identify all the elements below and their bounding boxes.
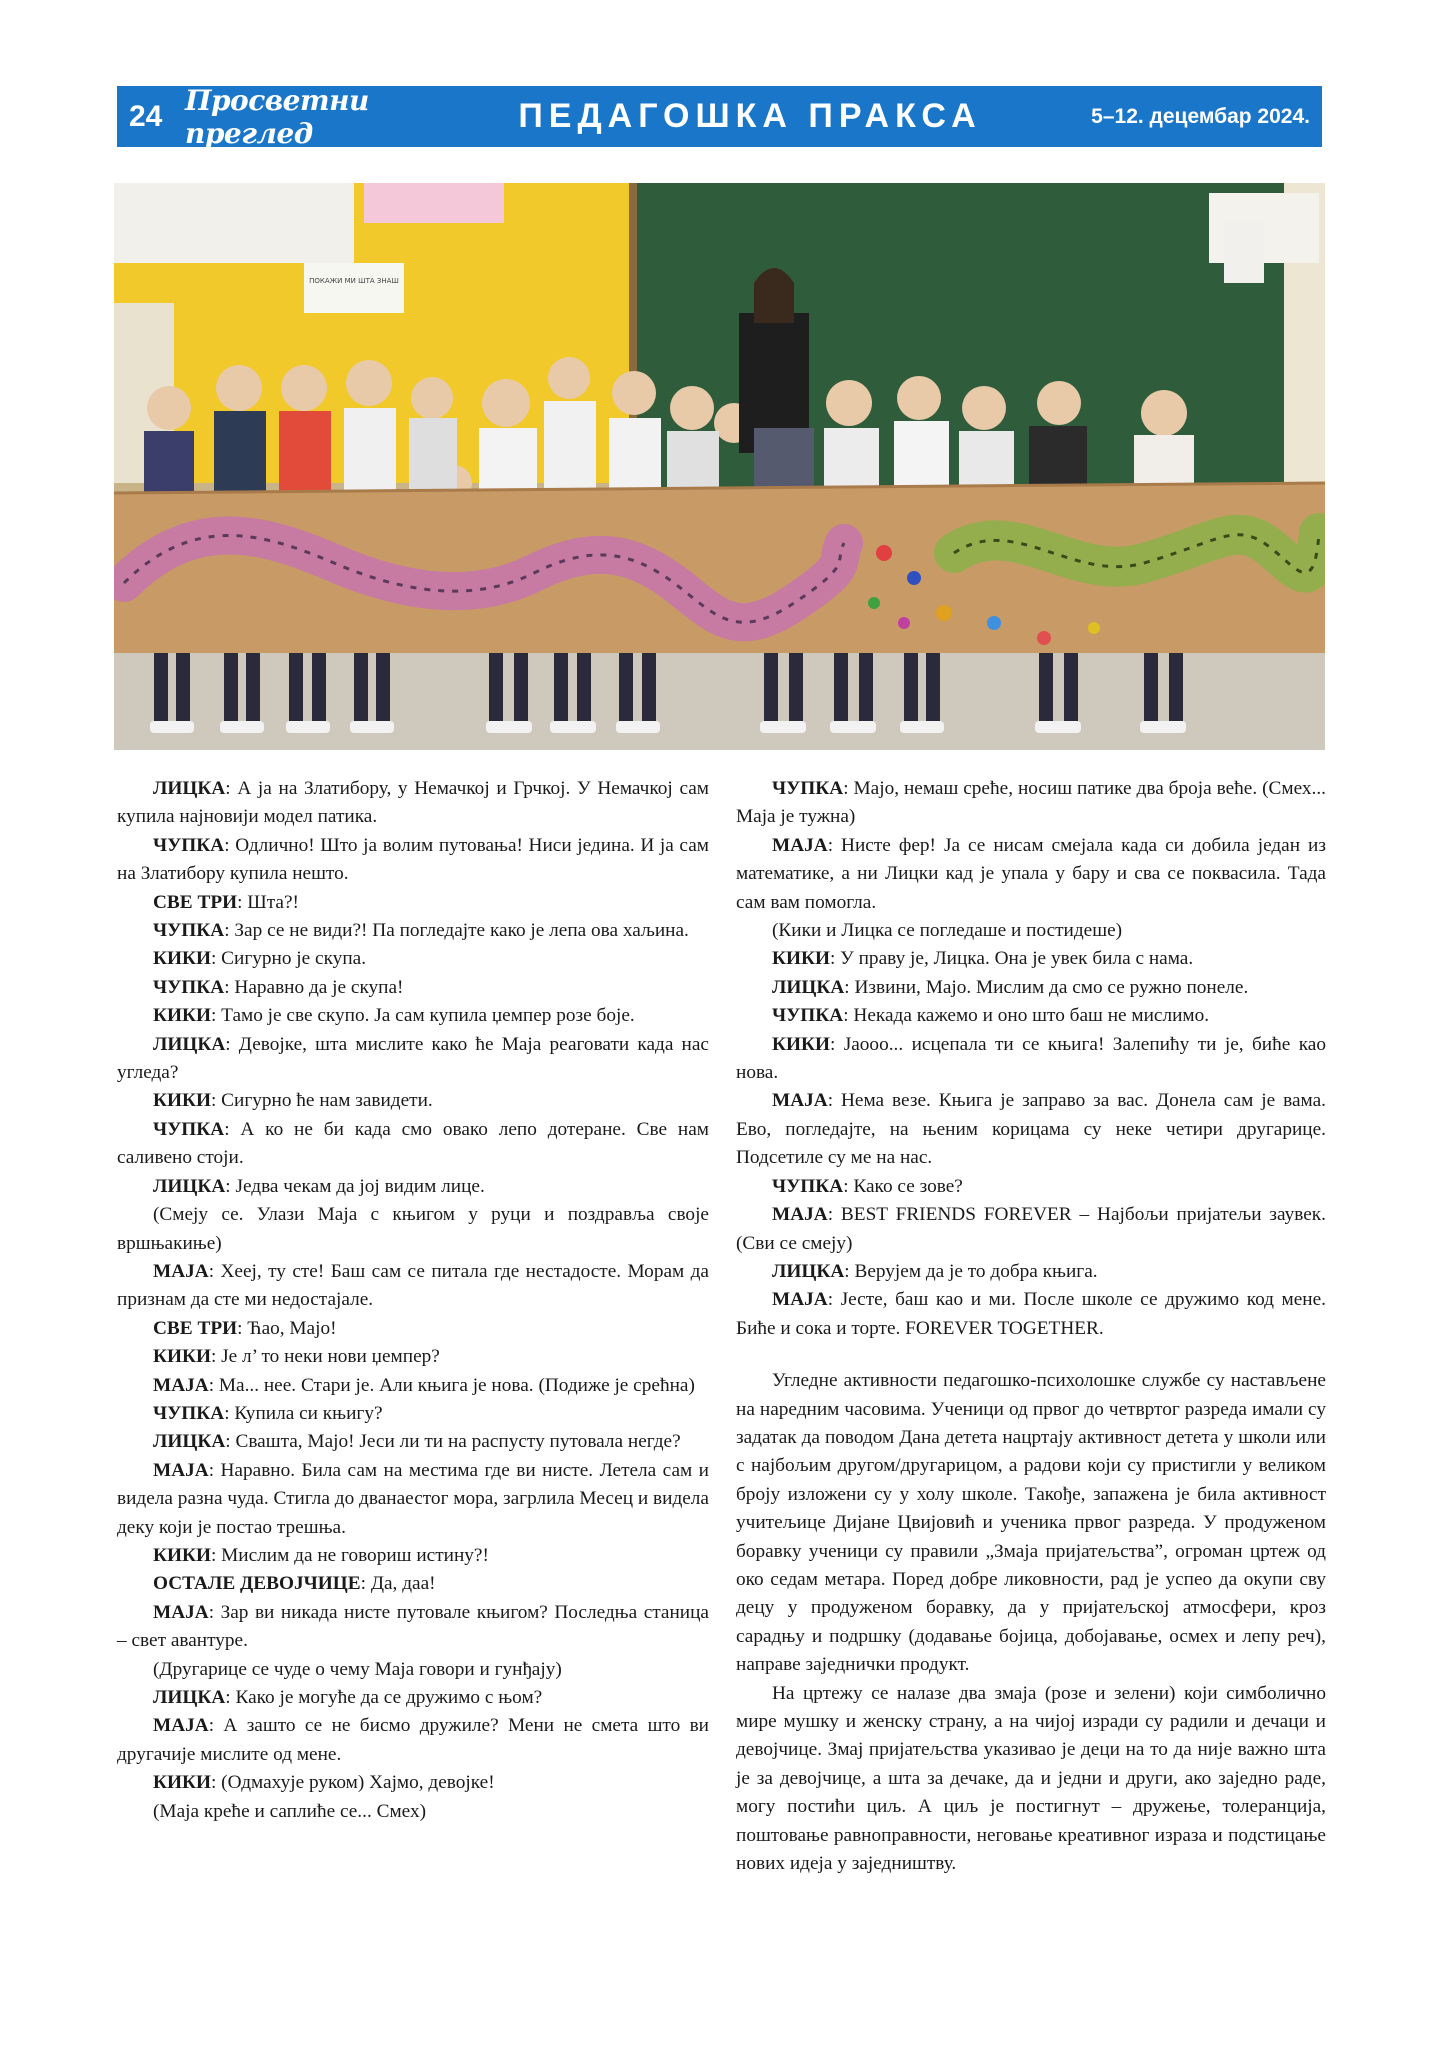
dialogue-line — [117, 1002, 709, 1030]
class-photo-illustration — [114, 183, 1325, 750]
speaker-name: ЛИЦКА — [153, 1687, 226, 1708]
speaker-name: ЛИЦКА — [153, 1033, 226, 1055]
dialogue-line — [736, 775, 1326, 832]
dialogue-line — [117, 1258, 709, 1315]
speaker-name: МАЈА — [772, 834, 828, 856]
dialogue-line — [117, 1599, 709, 1656]
dialogue-line — [736, 832, 1326, 917]
speaker-name: ЧУПКА — [772, 1175, 844, 1197]
speaker-name: КИКИ — [153, 948, 211, 970]
section-title: ПЕДАГОШКА ПРАКСА — [518, 97, 982, 135]
speaker-name: КИКИ — [153, 1005, 211, 1027]
speaker-name: ЧУПКА — [153, 1118, 225, 1140]
line-text: : Јаооо... исцепала ти се књига! Залепићу ти је, биће као нова. — [736, 1033, 1326, 1084]
line-text: : Ма... нее. Стари је. Али књига је нова. (Подиже је срећна) — [208, 1374, 695, 1396]
dialogue-line — [117, 1656, 709, 1684]
article-paragraph: Угледне активности педагошко-психолошке службе су настављене на наредним часовима. Ученици од првог до четвртог разреда имали су задатак да поводом Дана детета нацртају активност детета у школи или с најбољим другом/другарицом, а радови који су пристигли у великом броју изложени су у холу школе. Такође, запажена је била активност учитељице Дијане Цвијовић и ученика првог разреда. У продуженом боравку ученици су правили „Змаја пријатељства”, огроман цртеж од око седам метара. Поред добре ликовности, рад је успео да окупи сву децу у продуженом боравку, да у пријатељској атмосфери, кроз сарадњу и подршку (додавање бојица, добојавање, осмех и лепу реч), направе заједнички продукт. — [736, 1370, 1326, 1676]
dialogue-line — [117, 1798, 709, 1826]
line-text: : Је л’ то неки нови џемпер? — [210, 1346, 440, 1368]
dialogue-line — [736, 1087, 1326, 1172]
speaker-name: КИКИ — [153, 1772, 211, 1794]
line-text: : Како се зове? — [843, 1175, 963, 1197]
line-text: : Купила си књигу? — [224, 1402, 383, 1424]
line-text: : Нема везе. Књига је заправо за вас. Донела сам је вама. Ево, погледајте, на њеним корицама су неке четири другарице. Подсетиле су ме на нас. — [736, 1090, 1326, 1169]
speaker-name: КИКИ — [153, 1544, 211, 1566]
dialogue-line — [117, 1087, 709, 1115]
line-text: : Девојке, шта мислите како ће Маја реаговати када нас угледа? — [117, 1033, 709, 1084]
page-header — [117, 83, 1322, 150]
dialogue-line — [736, 945, 1326, 973]
dialogue-line — [117, 1428, 709, 1456]
dialogue-line — [117, 945, 709, 973]
speaker-name: КИКИ — [153, 1090, 211, 1112]
line-text: : Хееј, ту сте! Баш сам се питала где нестадосте. Морам да признам да сте ми недостајале. — [117, 1260, 709, 1311]
dialogue-line — [117, 1116, 709, 1173]
page-number: 24 — [129, 99, 163, 133]
dialogue-line — [736, 1002, 1326, 1030]
line-text: : Ћао, Мајо! — [237, 1317, 337, 1339]
line-text: : Мислим да не говориш истину?! — [210, 1544, 489, 1566]
line-text: : А ја на Златибору, у Немачкој и Грчкој. У Немачкој сам купила најновији модел патика. — [117, 778, 709, 828]
dialogue-line — [117, 1542, 709, 1570]
speaker-name: КИКИ — [153, 1346, 211, 1368]
speaker-name: ЧУПКА — [153, 1402, 225, 1424]
line-text: : Некада кажемо и оно што баш не мислимо. — [843, 1005, 1210, 1027]
speaker-name: МАЈА — [153, 1374, 209, 1396]
line-text: (Смеју се. Улази Маја с књигом у руци и поздравља своје вршњакиње) — [117, 1204, 709, 1254]
line-text: : Једва чекам да јој видим лице. — [225, 1175, 485, 1197]
speaker-name: ЛИЦКА — [772, 976, 845, 998]
line-text: : А ко не би када смо овако лепо дотеране. Све нам саливено стоји. — [117, 1118, 709, 1169]
dialogue-line — [117, 1315, 709, 1343]
line-text: : (Одмахује руком) Хајмо, девојке! — [210, 1772, 495, 1794]
speaker-name: КИКИ — [772, 948, 830, 970]
line-text: : Свашта, Мајо! Јеси ли ти на распусту путовала негде? — [225, 1431, 681, 1453]
speaker-name: МАЈА — [153, 1715, 209, 1737]
line-text: (Другарице се чуде о чему Маја говори и гунђају) — [153, 1658, 562, 1680]
issue-date: 5–12. децембар 2024. — [1091, 104, 1310, 128]
speaker-name: ЧУПКА — [772, 1005, 844, 1027]
class-photo — [114, 183, 1325, 750]
dialogue-line — [117, 1400, 709, 1428]
dialogue-line — [117, 832, 709, 889]
dialogue-line — [736, 917, 1326, 945]
masthead-logo: Просветни преглед — [185, 83, 369, 150]
dialogue-line — [117, 889, 709, 917]
speaker-name: ЛИЦКА — [772, 1260, 845, 1282]
line-text: : Зар ви никада нисте путовале књигом? Последња станица – свет авантуре. — [117, 1601, 709, 1652]
line-text: : Како је могуће да се дружимо с њом? — [225, 1687, 543, 1708]
line-text: (Кики и Лицка се погледаше и постидеше) — [772, 920, 1123, 942]
dialogue-line — [117, 1712, 709, 1769]
dialogue-line — [117, 1457, 709, 1542]
dialogue-line — [736, 1031, 1326, 1088]
speaker-name: СВЕ ТРИ — [153, 891, 238, 913]
line-text: : Да, даа! — [360, 1573, 436, 1595]
dialogue-right-column — [736, 775, 1326, 1878]
dialogue-line — [117, 1343, 709, 1371]
photo-sign: ПОКАЖИ МИ ШТА ЗНАШ — [309, 277, 399, 285]
speaker-name: ЧУПКА — [153, 834, 225, 856]
speaker-name: КИКИ — [772, 1033, 830, 1055]
line-text: : Мајо, немаш среће, носиш патике два броја веће. (Смех... Маја је тужна) — [736, 778, 1326, 828]
line-text: : Извини, Мајо. Мислим да смо се ружно понеле. — [844, 976, 1249, 998]
dialogue-line — [117, 917, 709, 945]
dialogue-line — [117, 974, 709, 1002]
line-text: : А зашто се не бисмо дружиле? Мени не смета што ви другачије мислите од мене. — [117, 1715, 709, 1765]
line-text: : Наравно да је скупа! — [224, 976, 404, 998]
line-text: : У праву је, Лицка. Она је увек била с нама. — [829, 948, 1194, 970]
line-text: : Верујем да је то добра књига. — [844, 1260, 1098, 1282]
line-text: : Нисте фер! Ја се нисам смејала када си добила један из математике, а ни Лицки кад је упала у бару и сва се поквасила. Тада сам вам помогла. — [736, 834, 1326, 913]
line-text: : Сигурно је скупа. — [210, 948, 367, 970]
speaker-name: МАЈА — [772, 1204, 828, 1226]
speaker-name: МАЈА — [772, 1090, 828, 1112]
speaker-name: ЛИЦКА — [153, 778, 226, 799]
line-text: (Маја креће и саплиће се... Смех) — [153, 1800, 427, 1822]
speaker-name: МАЈА — [153, 1459, 209, 1481]
dialogue-line — [117, 1031, 709, 1088]
dialogue-line — [736, 1286, 1326, 1343]
dialogue-line — [117, 1684, 709, 1712]
dialogue-line — [736, 1201, 1326, 1258]
line-text: : Јесте, баш као и ми. После школе се дружимо код мене. Биће и сока и торте. FOREVER TOGETHER. — [736, 1289, 1326, 1339]
line-text: : Одлично! Што ја волим путовања! Ниси једина. И ја сам на Златибору купила нешто. — [117, 834, 709, 885]
dialogue-line — [117, 1201, 709, 1258]
dialogue-left-column — [117, 775, 709, 1826]
speaker-name: ЧУПКА — [772, 778, 844, 799]
dialogue-line — [117, 1372, 709, 1400]
speaker-name: ЧУПКА — [153, 920, 225, 942]
speaker-name: ЛИЦКА — [153, 1431, 226, 1453]
dialogue-line — [117, 775, 709, 832]
section-gap — [736, 1343, 1326, 1367]
line-text: : BEST FRIENDS FOREVER – Најбољи пријатељи заувек. (Сви се смеју) — [736, 1204, 1326, 1254]
speaker-name: МАЈА — [153, 1260, 209, 1282]
dialogue-line — [117, 1570, 709, 1598]
dialogue-line — [736, 1173, 1326, 1201]
line-text: : Зар се не види?! Па погледајте како је лепа ова хаљина. — [224, 920, 689, 942]
article-paragraph: На цртежу се налазе два змаја (розе и зелени) који симболично мире мушку и женску страну, а на чијој изради су радили и дечаци и девојчице. Змај пријатељства указивао је деци на то да није важно шта је за девојчице, а шта за дечаке, да и једни и други, ако заједно раде, могу постићи циљ. А циљ је постигнут – дружење, толеранција, поштовање равноправности, неговање креативног израза и подстицање нових идеја у заједништву. — [736, 1682, 1326, 1875]
dialogue-line — [117, 1173, 709, 1201]
line-text: : Шта?! — [237, 891, 299, 913]
line-text: : Сигурно ће нам завидети. — [210, 1090, 433, 1112]
speaker-name: ЛИЦКА — [153, 1175, 226, 1197]
line-text: : Тамо је све скупо. Ја сам купила џемпер розе боје. — [210, 1005, 635, 1027]
dialogue-line — [117, 1769, 709, 1797]
dialogue-line — [736, 974, 1326, 1002]
dialogue-line — [736, 1258, 1326, 1286]
speaker-name: МАЈА — [772, 1289, 828, 1311]
speaker-name: ЧУПКА — [153, 976, 225, 998]
speaker-name: СВЕ ТРИ — [153, 1317, 238, 1339]
speaker-name: МАЈА — [153, 1601, 209, 1623]
speaker-name: ОСТАЛЕ ДЕВОЈЧИЦЕ — [153, 1573, 361, 1595]
line-text: : Наравно. Била сам на местима где ви нисте. Летела сам и видела разна чуда. Стигла до дванаестог мора, загрлила Месец и видела деку који је постао трешња. — [117, 1459, 709, 1538]
